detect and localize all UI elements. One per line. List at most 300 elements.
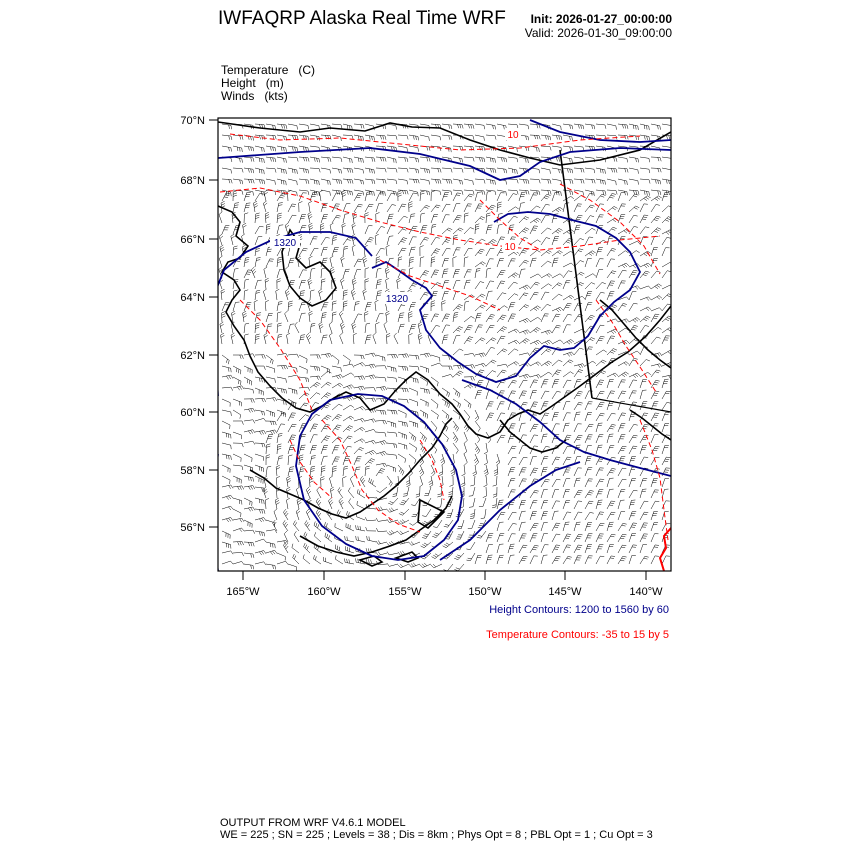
- wind-barb-feather: [248, 431, 250, 434]
- wind-barb-feather: [660, 180, 661, 184]
- wind-barb-feather: [537, 135, 538, 139]
- wind-barb: [453, 292, 456, 300]
- wind-barb-feather: [485, 474, 488, 476]
- wind-barb-feather: [286, 390, 287, 394]
- wind-barb-feather: [432, 224, 436, 225]
- wind-barb-feather: [537, 191, 538, 195]
- wind-barb-feather: [287, 481, 290, 483]
- wind-barb-feather: [600, 196, 604, 197]
- wind-barb-feather: [231, 311, 234, 313]
- wind-barb-feather: [462, 169, 463, 173]
- variable-name: Winds: [221, 89, 255, 103]
- wind-barb: [496, 498, 497, 507]
- wind-barb: [607, 206, 614, 212]
- wind-barb: [398, 204, 402, 212]
- wind-barb-feather: [253, 420, 255, 424]
- wind-barb-feather: [363, 386, 365, 389]
- wind-barb-feather: [433, 564, 436, 567]
- wind-barb-feather: [284, 147, 285, 151]
- wind-barb-feather: [371, 560, 372, 564]
- wind-barb: [222, 135, 231, 136]
- wind-barb-feather: [491, 314, 495, 315]
- wind-barb: [464, 146, 473, 147]
- wind-barb-feather: [399, 468, 401, 472]
- wind-barb-feather: [592, 228, 595, 230]
- wind-barb-feather: [571, 295, 574, 297]
- wind-barb-feather: [523, 250, 527, 251]
- wind-barb-feather: [484, 180, 485, 184]
- wind-barb: [541, 204, 546, 212]
- wind-barb-feather: [229, 179, 230, 183]
- wind-barb-feather: [484, 485, 488, 487]
- wind-barb-feather: [444, 544, 447, 546]
- wind-barb-feather: [377, 293, 381, 294]
- wind-barb-feather: [357, 489, 358, 493]
- wind-barb: [348, 491, 354, 498]
- wind-barb-feather: [335, 418, 339, 419]
- wind-barb: [629, 241, 637, 245]
- wind-barb-feather: [431, 191, 435, 192]
- wind-barb-feather: [317, 158, 318, 162]
- wind-barb: [463, 498, 464, 507]
- wind-barb-feather: [561, 170, 562, 174]
- wind-barb-feather: [352, 180, 353, 184]
- wind-barb-feather: [528, 191, 529, 195]
- wind-barb: [519, 260, 525, 267]
- wind-barb: [596, 523, 600, 531]
- wind-barb: [486, 281, 490, 289]
- wind-barb-feather: [644, 136, 645, 140]
- wind-barb: [442, 228, 449, 234]
- wind-barb-feather: [655, 286, 658, 288]
- wind-barb-feather: [521, 252, 525, 253]
- wind-barb: [453, 157, 462, 159]
- wind-barb-feather: [644, 191, 645, 195]
- wind-barb: [640, 347, 644, 355]
- wind-barb-feather: [467, 340, 471, 341]
- wind-barb-feather: [624, 373, 627, 375]
- wind-barb: [354, 168, 363, 170]
- wind-barb-feather: [378, 291, 382, 292]
- wind-barb-feather: [437, 405, 438, 409]
- wind-barb-feather: [341, 170, 342, 174]
- wind-barb-feather: [627, 125, 628, 129]
- wind-barb-feather: [490, 316, 494, 317]
- wind-barb: [431, 454, 435, 462]
- wind-barb-feather: [484, 469, 487, 471]
- wind-barb-feather: [648, 372, 651, 374]
- wind-barb: [244, 190, 253, 192]
- wind-barb: [398, 216, 404, 223]
- wind-barb-feather: [347, 511, 348, 515]
- wind-barb: [431, 237, 436, 245]
- wind-barb-feather: [480, 263, 483, 265]
- wind-barb: [618, 190, 627, 192]
- wind-barb-feather: [437, 415, 438, 419]
- wind-barb-feather: [262, 431, 264, 434]
- wind-barb: [508, 349, 515, 355]
- wind-barb: [530, 250, 537, 256]
- wind-barb-feather: [547, 349, 551, 351]
- wind-barb-feather: [409, 311, 413, 313]
- wind-barb-feather: [378, 280, 382, 281]
- wind-barb-feather: [653, 384, 657, 385]
- wind-barb-feather: [321, 470, 325, 471]
- wind-barb-feather: [609, 428, 613, 429]
- wind-barb-feather: [292, 147, 293, 151]
- wind-barb: [552, 340, 560, 344]
- wind-barb: [332, 355, 339, 361]
- wind-barb: [378, 520, 387, 521]
- wind-barb-feather: [405, 459, 406, 463]
- wind-barb-feather: [442, 463, 445, 466]
- wind-barb-feather: [616, 158, 617, 162]
- wind-barb: [541, 274, 549, 278]
- wind-barb-feather: [267, 224, 271, 225]
- wind-barb: [265, 280, 266, 289]
- wind-barb: [530, 206, 537, 212]
- wind-barb-feather: [647, 126, 648, 130]
- wind-barb-feather: [273, 430, 275, 433]
- wind-barb-feather: [423, 412, 424, 416]
- wind-barb-feather: [482, 158, 483, 162]
- wind-barb: [585, 479, 589, 487]
- wind-barb-feather: [270, 552, 272, 555]
- wind-barb-feather: [352, 223, 355, 225]
- wind-barb: [574, 329, 582, 333]
- wind-barb-feather: [534, 284, 538, 285]
- wind-barb: [563, 281, 566, 289]
- wind-barb: [244, 441, 253, 443]
- wind-barb-feather: [275, 498, 278, 500]
- wind-barb-feather: [556, 372, 560, 373]
- wind-barb-feather: [372, 419, 374, 422]
- wind-barb-feather: [245, 323, 249, 324]
- wind-barb-feather: [319, 190, 322, 192]
- wind-barb-feather: [579, 402, 583, 403]
- wind-barb: [497, 190, 506, 192]
- wind-barb-feather: [648, 307, 651, 310]
- wind-barb: [574, 190, 583, 192]
- wind-barb-feather: [306, 378, 307, 382]
- wind-barb-feather: [240, 158, 241, 162]
- wind-barb: [398, 146, 407, 148]
- wind-barb: [651, 435, 654, 443]
- wind-barb-feather: [339, 498, 342, 501]
- wind-barb-feather: [419, 337, 422, 339]
- wind-barb-feather: [646, 264, 649, 267]
- wind-barb: [486, 248, 490, 256]
- wind-barb-feather: [317, 500, 319, 503]
- wind-barb-feather: [634, 358, 638, 359]
- wind-barb: [310, 456, 312, 465]
- wind-barb-feather: [279, 456, 283, 457]
- wind-barb-feather: [369, 191, 370, 195]
- wind-barb-feather: [468, 417, 470, 420]
- wind-barb: [349, 502, 354, 509]
- wind-barb: [607, 489, 610, 498]
- wind-barb: [398, 377, 407, 380]
- wind-barb: [508, 391, 512, 399]
- wind-barb-feather: [226, 519, 228, 522]
- wind-barb: [266, 445, 267, 454]
- wind-barb: [442, 258, 445, 267]
- wind-barb-feather: [657, 337, 661, 338]
- wind-barb-feather: [423, 505, 427, 506]
- wind-barb-feather: [466, 329, 470, 330]
- wind-barb-feather: [243, 225, 246, 227]
- wind-barb-feather: [231, 375, 233, 378]
- wind-barb-feather: [264, 518, 266, 521]
- wind-barb-feather: [413, 514, 417, 515]
- wind-barb: [233, 399, 241, 402]
- wind-barb-feather: [506, 192, 507, 196]
- wind-barb: [618, 545, 622, 553]
- wind-barb: [441, 498, 442, 507]
- wind-barb-feather: [475, 416, 478, 419]
- wind-barb-feather: [411, 542, 414, 545]
- wind-barb: [376, 355, 385, 357]
- wind-barb: [563, 402, 566, 410]
- wind-barb: [222, 443, 231, 445]
- wind-barb: [396, 487, 398, 496]
- wind-barb: [640, 179, 649, 180]
- wind-barb-feather: [297, 511, 300, 514]
- wind-barb-feather: [638, 191, 639, 195]
- wind-barb-feather: [240, 486, 242, 490]
- wind-barb-feather: [358, 206, 362, 207]
- wind-barb-feather: [341, 280, 344, 282]
- wind-barb-feather: [242, 552, 244, 556]
- wind-barb-feather: [219, 212, 222, 215]
- wind-barb-feather: [319, 367, 320, 371]
- wind-barb-feather: [254, 300, 258, 302]
- wind-barb-feather: [339, 375, 341, 378]
- wind-barb: [596, 157, 605, 158]
- wind-barb-feather: [523, 287, 526, 290]
- wind-barb-feather: [264, 355, 266, 359]
- wind-barb-feather: [468, 196, 472, 197]
- wind-barb-feather: [367, 192, 371, 193]
- wind-barb-feather: [534, 547, 538, 548]
- wind-barb-feather: [287, 476, 290, 478]
- wind-barb: [607, 336, 611, 344]
- wind-barb-feather: [633, 375, 636, 378]
- wind-barb-feather: [588, 426, 592, 427]
- wind-barb-feather: [613, 330, 616, 333]
- wind-barb-feather: [475, 224, 479, 225]
- wind-barb-feather: [633, 320, 636, 323]
- wind-barb-feather: [401, 241, 405, 242]
- wind-barb-feather: [547, 304, 551, 305]
- wind-barb: [486, 390, 489, 399]
- wind-barb: [367, 540, 376, 542]
- wind-barb-feather: [314, 555, 315, 559]
- wind-barb-feather: [447, 392, 448, 396]
- wind-barb-feather: [402, 239, 406, 240]
- wind-barb-feather: [621, 536, 625, 537]
- wind-barb-feather: [292, 215, 296, 216]
- wind-barbs: [219, 124, 673, 571]
- wind-barb-feather: [461, 483, 465, 485]
- wind-barb-feather: [409, 204, 413, 206]
- wind-barb-feather: [409, 542, 412, 545]
- wind-barb-feather: [305, 415, 309, 417]
- wind-barb-feather: [581, 272, 585, 274]
- wind-barb: [453, 281, 456, 289]
- wind-barb: [431, 190, 440, 191]
- wind-barb: [266, 377, 275, 379]
- wind-barb-feather: [402, 229, 406, 230]
- wind-barb: [288, 424, 292, 432]
- wind-barb-feather: [331, 269, 334, 271]
- wind-barb: [486, 371, 492, 377]
- wind-barb: [530, 390, 533, 399]
- wind-barb: [486, 338, 493, 344]
- wind-barb-feather: [568, 303, 572, 304]
- wind-barb-feather: [429, 353, 431, 356]
- wind-barb-feather: [259, 180, 260, 184]
- wind-barb-feather: [339, 180, 340, 184]
- wind-barb-feather: [636, 206, 640, 208]
- wind-barb: [398, 135, 407, 136]
- wind-barb-feather: [335, 555, 336, 559]
- wind-barb-feather: [657, 370, 661, 371]
- wind-barb-feather: [358, 559, 359, 563]
- wind-barb-feather: [532, 549, 536, 550]
- wind-barb-feather: [534, 342, 537, 345]
- wind-barb-feather: [657, 297, 660, 300]
- wind-barb-feather: [432, 557, 435, 559]
- wind-barb-feather: [605, 136, 606, 140]
- wind-barb: [288, 375, 297, 377]
- wind-barb-feather: [523, 169, 524, 173]
- wind-barb-feather: [245, 334, 249, 335]
- wind-barb-feather: [264, 539, 267, 542]
- wind-barb: [378, 564, 387, 565]
- wind-barb: [629, 467, 632, 476]
- wind-barb-feather: [222, 311, 226, 313]
- wind-barb-feather: [277, 217, 281, 218]
- wind-barb-feather: [613, 227, 617, 228]
- wind-barb-feather: [309, 311, 313, 313]
- wind-barb-feather: [253, 354, 255, 358]
- wind-barb-feather: [592, 179, 593, 183]
- wind-barb-feather: [275, 565, 276, 569]
- wind-barb: [574, 522, 577, 531]
- wind-barb-feather: [287, 487, 290, 489]
- wind-barb-feather: [231, 561, 234, 564]
- wind-barb: [254, 302, 255, 311]
- wind-barb-feather: [644, 265, 647, 268]
- wind-barb-feather: [429, 181, 430, 185]
- wind-barb-feather: [546, 238, 550, 239]
- wind-barb: [387, 157, 396, 159]
- wind-barb-feather: [237, 387, 239, 390]
- wind-barb: [552, 274, 560, 278]
- wind-barb: [552, 179, 561, 181]
- wind-barb-feather: [361, 376, 363, 380]
- wind-barb-feather: [388, 503, 392, 505]
- wind-barb-feather: [416, 179, 417, 183]
- wind-barb-feather: [270, 359, 271, 363]
- wind-barb-feather: [342, 192, 346, 194]
- wind-barb-feather: [424, 169, 425, 173]
- wind-barb-feather: [290, 467, 294, 468]
- wind-barb-feather: [308, 158, 309, 162]
- wind-barb-feather: [372, 180, 373, 184]
- wind-barb: [530, 193, 534, 201]
- wind-barb-feather: [603, 169, 604, 173]
- wind-barb: [574, 249, 579, 256]
- wind-barb-feather: [624, 231, 627, 234]
- wind-barb-feather: [413, 283, 417, 284]
- wind-barb-feather: [347, 191, 348, 195]
- wind-barb-feather: [240, 415, 241, 419]
- wind-barb: [585, 216, 590, 223]
- wind-barb: [497, 364, 506, 366]
- wind-barb: [563, 522, 565, 531]
- wind-barb-feather: [344, 466, 348, 467]
- wind-barb-feather: [577, 536, 581, 537]
- wind-barb-feather: [495, 191, 496, 195]
- wind-barb: [651, 135, 660, 136]
- wind-barb-feather: [352, 234, 355, 236]
- wind-barb-feather: [240, 148, 241, 152]
- wind-barb-feather: [347, 438, 351, 439]
- wind-barb: [640, 237, 643, 245]
- wind-barb-feather: [234, 207, 238, 208]
- wind-barb-feather: [296, 487, 299, 489]
- wind-barb-feather: [248, 409, 250, 412]
- wind-barb-feather: [517, 191, 518, 195]
- wind-barb-feather: [538, 340, 541, 343]
- wind-barb-feather: [578, 125, 579, 129]
- wind-barb-feather: [616, 169, 617, 173]
- wind-barb-feather: [267, 466, 271, 467]
- wind-barb: [473, 487, 475, 496]
- wind-barb-feather: [310, 481, 314, 483]
- wind-barb-feather: [356, 301, 360, 302]
- wind-barb-feather: [275, 147, 276, 151]
- wind-barb-feather: [279, 197, 283, 198]
- wind-barb-feather: [487, 268, 491, 269]
- wind-barb-feather: [385, 463, 387, 466]
- wind-barb: [464, 399, 471, 405]
- wind-barb-feather: [333, 235, 337, 236]
- wind-barb: [277, 540, 286, 542]
- wind-barb-feather: [532, 527, 536, 528]
- wind-barb: [483, 498, 486, 506]
- wind-barb-feather: [578, 371, 582, 372]
- wind-barb-feather: [371, 451, 374, 454]
- wind-barb: [233, 377, 241, 381]
- wind-barb: [464, 135, 473, 136]
- wind-barb-feather: [514, 216, 518, 217]
- wind-barb-feather: [474, 458, 477, 461]
- wind-barb: [310, 248, 314, 256]
- wind-barb: [596, 423, 598, 432]
- wind-barb: [431, 363, 439, 366]
- wind-barb-feather: [523, 262, 527, 263]
- wind-barb-feather: [557, 479, 561, 480]
- wind-barb-feather: [349, 436, 353, 437]
- wind-barb: [508, 146, 517, 148]
- wind-barb: [274, 512, 277, 520]
- wind-barb-feather: [655, 198, 658, 200]
- wind-barb-feather: [372, 365, 374, 368]
- wind-barb: [387, 193, 391, 201]
